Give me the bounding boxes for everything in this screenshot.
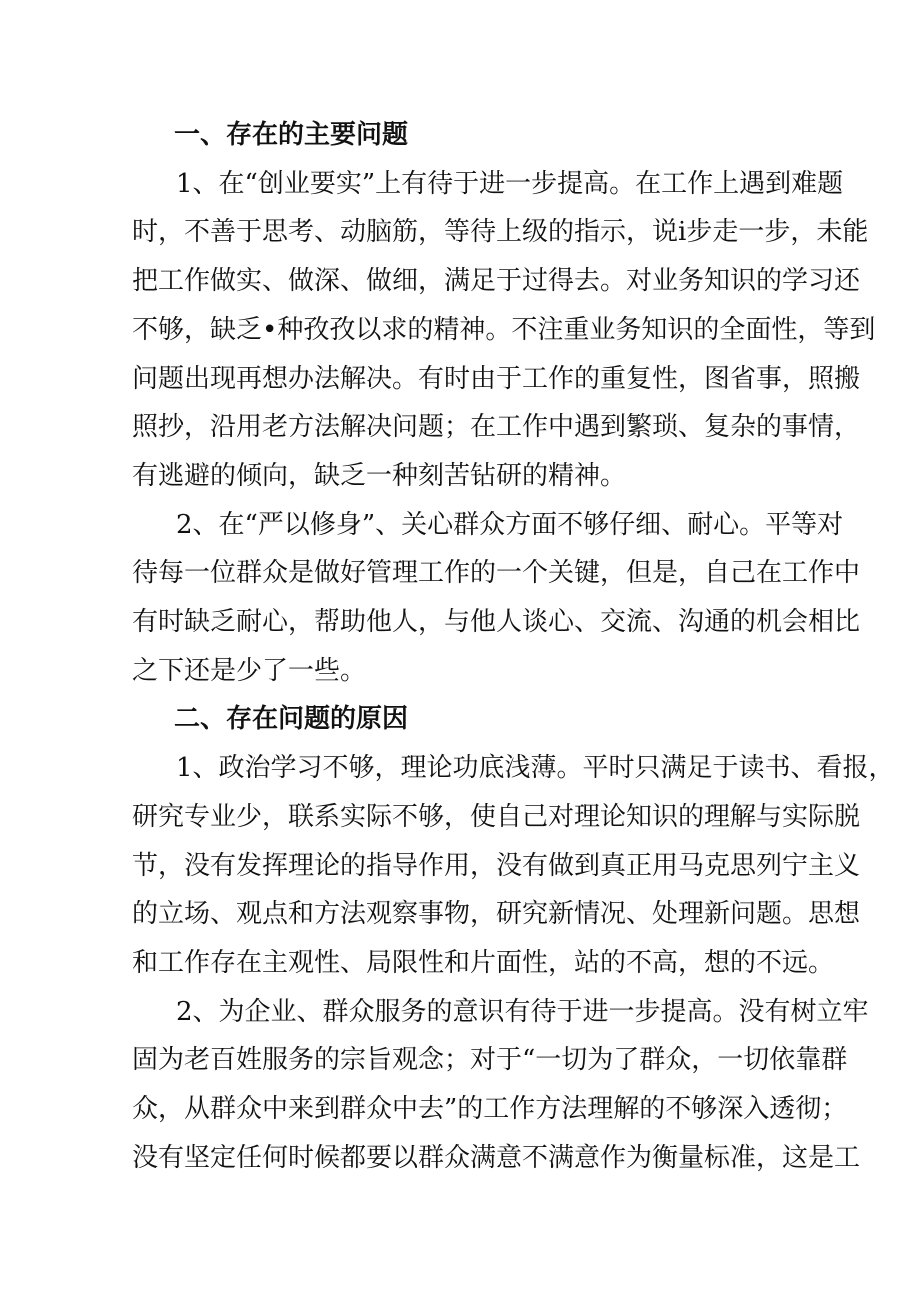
text-line: 待每一位群众是做好管理工作的一个关键，但是，自己在工作中 xyxy=(132,558,861,589)
text-line: 固为老百姓服务的宗旨观念；对于“一切为了群众，一切依靠群 xyxy=(132,1045,848,1076)
text-line: 2、为企业、群众服务的意识有待于进一步提高。没有树立牢 xyxy=(176,996,869,1027)
paragraph-cause-2 xyxy=(132,988,869,1183)
document-body xyxy=(132,111,895,1182)
text-line: 时，不善于思考、动脑筋，等待上级的指示，说i步走一步，未能 xyxy=(132,217,869,248)
paragraph-problem-2 xyxy=(132,501,861,696)
text-line: 1、在“创业要实”上有待于进一步提高。在工作上遇到难题 xyxy=(176,168,844,199)
text-line: 不够，缺乏•种孜孜以求的精神。不注重业务知识的全面性，等到 xyxy=(132,314,876,345)
text-line: 有逃避的倾向，缺乏一种刻苦钻研的精神。 xyxy=(132,460,627,491)
text-line: 的立场、观点和方法观察事物，研究新情况、处理新问题。思想 xyxy=(132,899,861,930)
paragraph-cause-1 xyxy=(132,744,895,988)
text-line: 把工作做实、做深、做细，满足于过得去。对业务知识的学习还 xyxy=(132,266,861,297)
text-line: 2、在“严以修身”、关心群众方面不够仔细、耐心。平等对 xyxy=(176,509,844,540)
text-line: 节，没有发挥理论的指导作用，没有做到真正用马克思列宁主义 xyxy=(132,850,861,881)
text-line: 1、政治学习不够，理论功底浅薄。平时只满足于读书、看报， xyxy=(176,753,895,784)
text-line: 之下还是少了一些。 xyxy=(132,655,367,686)
text-line: 有时缺乏耐心，帮助他人，与他人谈心、交流、沟通的机会相比 xyxy=(132,607,861,638)
text-line: 研究专业少，联系实际不够，使自己对理论知识的理解与实际脱 xyxy=(132,801,861,832)
text-line: 没有坚定任何时候都要以群众满意不满意作为衡量标准，这是工 xyxy=(132,1142,861,1173)
section-heading-causes: 二、存在问题的原因 xyxy=(174,704,409,735)
section-heading-problems: 一、存在的主要问题 xyxy=(174,120,409,150)
text-line: 照抄，沿用老方法解决问题；在工作中遇到繁琐、复杂的事情， xyxy=(132,412,861,443)
paragraph-problem-1 xyxy=(132,160,876,501)
text-line: 和工作存在主观性、局限性和片面性，站的不高，想的不远。 xyxy=(132,947,835,978)
text-line: 众，从群众中来到群众中去”的工作方法理解的不够深入透彻； xyxy=(132,1094,848,1125)
text-line: 问题出现再想办法解决。有时由于工作的重复性，图省事，照搬 xyxy=(132,363,861,394)
